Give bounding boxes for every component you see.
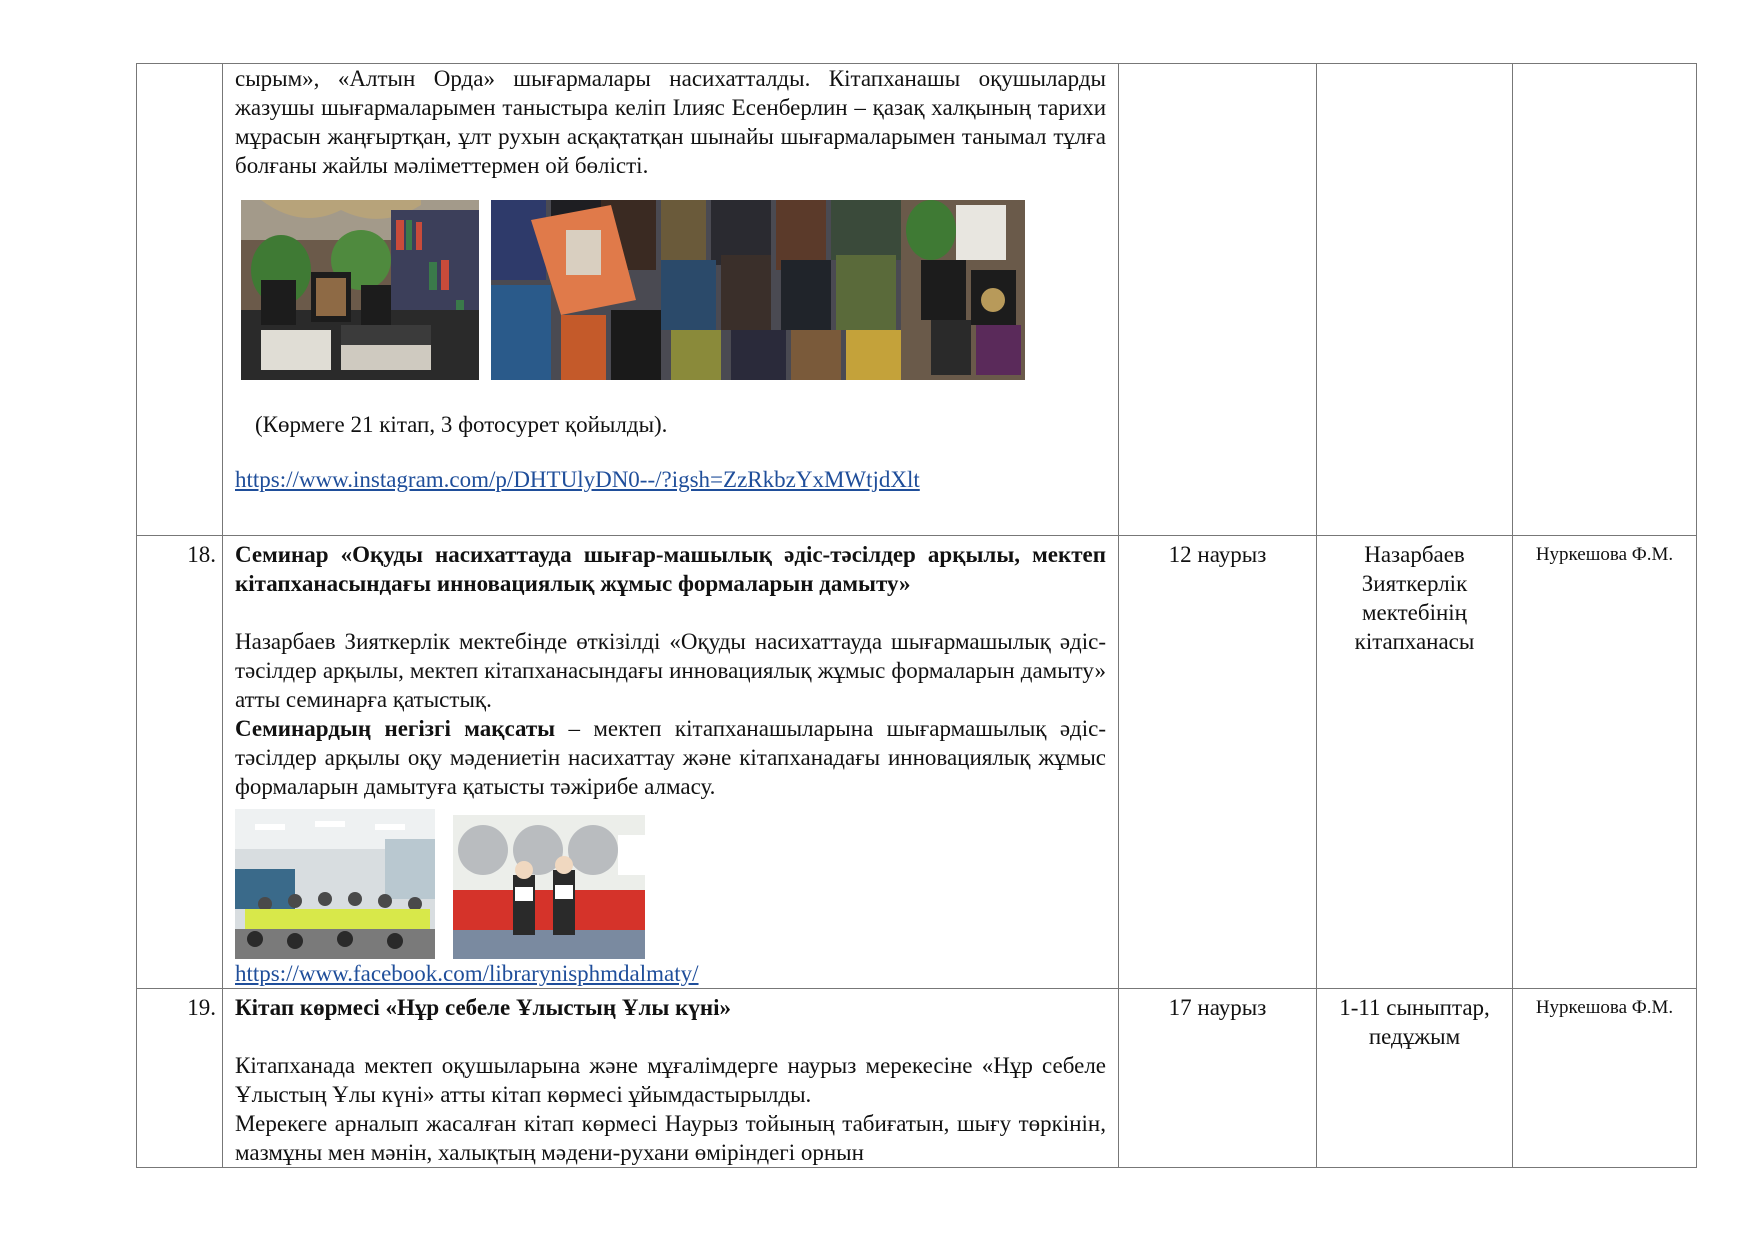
facebook-link[interactable]: https://www.facebook.com/librarynisphmdalmaty/ — [235, 961, 699, 986]
exhibition-caption: (Көрмеге 21 кітап, 3 фотосурет қойылды). — [255, 412, 668, 437]
photo-strip — [235, 200, 1106, 380]
instagram-link[interactable]: https://www.instagram.com/p/DHTUlyDN0--/?igsh=ZzRkbzYxMWtjdXlt — [235, 467, 920, 492]
event-title: Семинар «Оқуды насихаттауда шығар-машылық әдіс-тәсілдер арқылы, мектеп кітапханасындағы инновациялық жұмыс формаларын дамыту» — [235, 542, 1106, 596]
events-table — [136, 63, 1697, 1168]
row-number: 18. — [137, 536, 223, 989]
row-number — [137, 64, 223, 536]
row-description — [223, 536, 1119, 989]
books-photo — [491, 200, 901, 380]
row-place: 1-11 сыныптар, педұжым — [1317, 989, 1513, 1168]
description-paragraph: Назарбаев Зияткерлік мектебінде өткізілді «Оқуды насихаттауда шығармашылық әдіс-тәсілдер арқылы, мектеп кітапханасындағы инновациялық жұмыс формаларын дамыту» атты семинарға қатыстық. — [235, 629, 1106, 712]
row-place — [1317, 64, 1513, 536]
table-row — [137, 989, 1697, 1168]
description-paragraph: сырым», «Алтын Орда» шығармалары насихатталды. Кітапханашы оқушыларды жазушы шығармаларымен таныстыра келіп Ілияс Есенберлин – қазақ халқының тарихи мұрасын жаңғыртқан, ұлт рухын асқақтатқан шынайы шығармаларымен танымал тұлға болғаны жайлы мәліметтермен ой бөлісті. — [235, 66, 1106, 178]
row-responsible: Нуркешова Ф.М. — [1513, 536, 1697, 989]
row-responsible: Нуркешова Ф.М. — [1513, 989, 1697, 1168]
exhibition-photo — [241, 200, 479, 380]
row-date: 17 наурыз — [1119, 989, 1317, 1168]
row-date: 12 наурыз — [1119, 536, 1317, 989]
row-date — [1119, 64, 1317, 536]
goal-paragraph — [235, 714, 1106, 801]
display-photo — [901, 200, 1025, 380]
goal-label: Семинардың негізгі мақсаты — [235, 716, 556, 741]
goal-text: – мектеп кітапханашыларына шығармашылық әдіс-тәсілдер арқылы оқу мәдениетін насихаттау және кітапханадағы инновациялық жұмыс формаларын дамытуға қатысты тәжірибе алмасу. — [235, 716, 1106, 799]
table-row — [137, 64, 1697, 536]
row-number: 19. — [137, 989, 223, 1168]
photo-strip — [235, 809, 1106, 959]
row-description — [223, 989, 1119, 1168]
seminar-hall-photo — [235, 809, 435, 959]
row-responsible — [1513, 64, 1697, 536]
seminar-stage-photo — [453, 815, 645, 959]
description-paragraph: Кітапханада мектеп оқушыларына және мұғалімдерге наурыз мерекесіне «Нұр себеле Ұлыстың Ұлы күні» атты кітап көрмесі ұйымдастырылды. — [235, 1053, 1106, 1107]
row-place: Назарбаев Зияткерлік мектебінің кітапханасы — [1317, 536, 1513, 989]
event-title: Кітап көрмесі «Нұр себеле Ұлыстың Ұлы күні» — [235, 995, 731, 1020]
row-description — [223, 64, 1119, 536]
description-paragraph: Мерекеге арналып жасалған кітап көрмесі Наурыз тойының табиғатын, шығу төркінін, мазмұны мен мәнін, халықтың мәдени-рухани өміріндегі орнын — [235, 1111, 1106, 1165]
table-row — [137, 536, 1697, 989]
